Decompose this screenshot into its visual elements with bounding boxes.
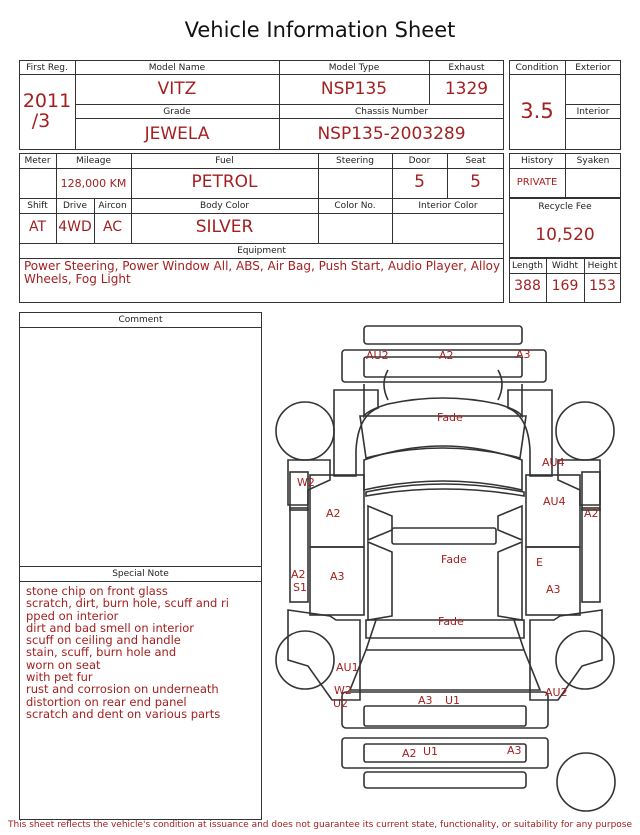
special-note-item: distortion on rear end panel	[26, 694, 187, 709]
length-value: 388	[514, 278, 541, 294]
body-color-value: SILVER	[195, 217, 254, 237]
height-label: Height	[587, 261, 618, 271]
chassis-number-label: Chassis Number	[354, 107, 429, 117]
mark-roof-rear: Fade	[438, 615, 464, 628]
mark-right-rear-door-b: A3	[546, 583, 561, 596]
special-note-item: scuff on ceiling and handle	[26, 633, 181, 648]
mark-rear-bumper-b: U1	[423, 745, 439, 758]
mark-hood: Fade	[437, 411, 463, 424]
body-color-label: Body Color	[199, 201, 250, 211]
mark-rear-bumper-c: A3	[507, 744, 522, 757]
history-value: PRIVATE	[516, 177, 558, 188]
condition-grade: 3.5	[520, 99, 554, 123]
first-reg-month: /3	[31, 110, 51, 132]
comment-label: Comment	[118, 315, 163, 325]
door-value: 5	[414, 172, 425, 192]
mark-trunk-a: A3	[418, 694, 433, 707]
grade-label: Grade	[163, 107, 191, 117]
mark-left-quarter-b: U2	[333, 697, 349, 710]
interior-label: Interior	[576, 107, 610, 117]
special-note-item: stone chip on front glass	[26, 584, 168, 598]
mark-right-side: A2	[584, 507, 599, 520]
model-name-value: VITZ	[157, 79, 197, 99]
special-note-label: Special Note	[112, 569, 169, 579]
mark-left-quarter-a: W2	[334, 684, 352, 697]
special-note-item: rust and corrosion on underneath	[26, 682, 219, 697]
syaken-label: Syaken	[576, 156, 610, 166]
model-type-label: Model Type	[328, 63, 380, 73]
mark-front-left: AU2	[366, 349, 389, 362]
fuel-label: Fuel	[215, 156, 234, 166]
mark-rear-bumper-a: A2	[402, 747, 417, 760]
special-note-item: dirt and bad smell on interior	[26, 620, 195, 635]
car-damage-diagram	[268, 320, 630, 820]
mark-front-right: A3	[516, 348, 531, 361]
special-note-item: scratch and dent on various parts	[26, 706, 221, 721]
exhaust-label: Exhaust	[448, 63, 485, 73]
seat-label: Seat	[465, 156, 486, 166]
seat-value: 5	[470, 172, 481, 192]
mark-front-center: A2	[439, 349, 454, 362]
mark-left-rear-door-a: A2	[291, 568, 306, 581]
mileage-label: Mileage	[75, 156, 112, 166]
drive-label: Drive	[63, 201, 87, 211]
mark-left-rear-fender: AU1	[336, 661, 359, 674]
mark-left-front-fender: W2	[297, 476, 315, 489]
special-note-item: pped on interior	[26, 608, 119, 623]
history-label: History	[520, 156, 554, 166]
shift-label: Shift	[27, 201, 48, 211]
length-label: Length	[511, 261, 544, 271]
chassis-number-value: NSP135-2003289	[317, 124, 466, 144]
special-note-item: stain, scuff, burn hole and	[26, 645, 177, 660]
recycle-fee-value: 10,520	[535, 225, 595, 245]
mark-left-front-door: A2	[326, 507, 341, 520]
width-value: 169	[551, 278, 579, 294]
door-label: Door	[408, 156, 431, 166]
mark-left-rear-door-c: A3	[330, 570, 345, 583]
disclaimer-footer: This sheet reflects the vehicle's condition at issuance and does not guarantee its current state, functionality, or suitability for any purpose	[7, 820, 633, 830]
equipment-label: Equipment	[237, 246, 286, 256]
shift-value: AT	[28, 219, 47, 235]
mark-right-rear-door-a: E	[536, 556, 543, 569]
meter-label: Meter	[24, 156, 51, 166]
grade-value: JEWELA	[144, 124, 210, 144]
width-label: Widht	[551, 261, 579, 271]
condition-label: Condition	[515, 63, 559, 73]
mileage-value: 128,000 KM	[60, 177, 127, 190]
first-reg-label: First Reg.	[26, 63, 68, 73]
model-name-label: Model Name	[148, 63, 206, 73]
mark-left-rear-door-b: S1	[293, 581, 307, 594]
special-note-item: with pet fur	[26, 670, 93, 685]
comment-box	[19, 312, 262, 567]
mark-right-rear-fender: AU2	[545, 686, 568, 699]
first-reg-year: 2011	[22, 90, 72, 112]
equipment-list: Power Steering, Power Window All, ABS, Air Bag, Push Start, Audio Player, Alloy Wheels, Fog Light	[24, 259, 501, 286]
interior-color-label: Interior Color	[418, 201, 478, 211]
mark-right-front-door: AU4	[543, 495, 566, 508]
model-type-value: NSP135	[320, 79, 388, 99]
fuel-value: PETROL	[191, 172, 258, 192]
recycle-fee-label: Recycle Fee	[538, 202, 592, 212]
exterior-label: Exterior	[575, 63, 611, 73]
mark-trunk-b: U1	[445, 694, 461, 707]
mark-roof-front: Fade	[441, 553, 467, 566]
height-value: 153	[589, 278, 616, 294]
special-note-item: scratch, dirt, burn hole, scuff and ri	[26, 596, 229, 611]
drive-value: 4WD	[58, 219, 92, 235]
aircon-value: AC	[102, 219, 123, 235]
page-title: Vehicle Information Sheet	[184, 18, 456, 42]
aircon-label: Aircon	[98, 201, 127, 211]
steering-label: Steering	[336, 156, 374, 166]
color-no-label: Color No.	[334, 201, 376, 211]
special-note-item: worn on seat	[26, 657, 101, 672]
mark-right-front-fender: AU4	[542, 456, 565, 469]
exhaust-value: 1329	[444, 79, 489, 99]
special-note-list	[26, 585, 254, 720]
